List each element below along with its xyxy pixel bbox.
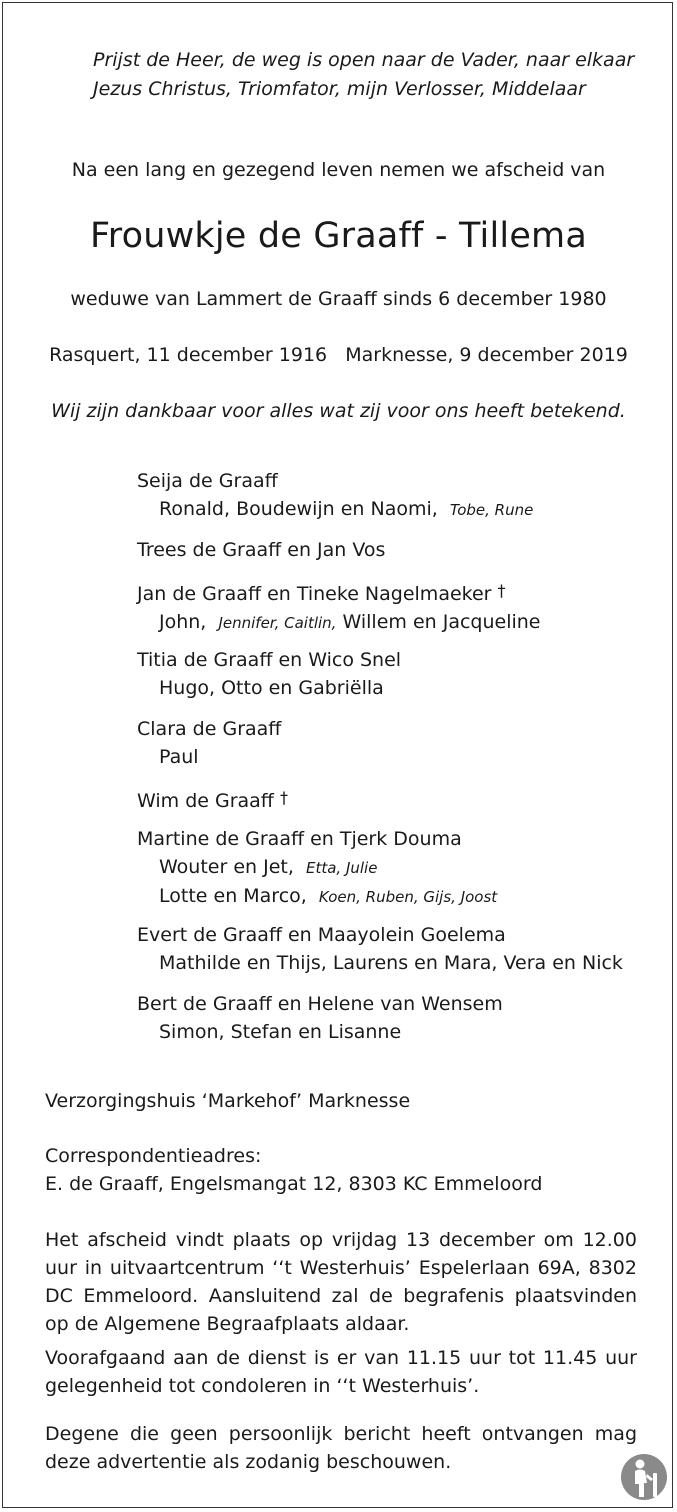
thanks-text: Wij zijn dankbaar voor alles wat zij voor ons heeft betekend. (51, 400, 626, 422)
family-evert (137, 921, 623, 977)
birth-place-date: Rasquert, 11 december 1916 (49, 344, 328, 366)
mourning-figure-icon (620, 1453, 668, 1501)
widow-line: weduwe van Lammert de Graaff sinds 6 december 1980 (70, 288, 607, 310)
family-member-name: Seija de Graaff (137, 470, 278, 492)
family-member-name: Titia de Graaff en Wico Snel (137, 649, 402, 671)
family-children: Mathilde en Thijs, Laurens en Mara, Vera en Nick (159, 952, 623, 974)
family-member-name: Clara de Graaff (137, 718, 282, 740)
family-clara (137, 715, 281, 771)
family-seija (137, 467, 533, 524)
grandchildren: Etta, Julie (305, 859, 378, 877)
family-member-name: Trees de Graaff en Jan Vos (137, 539, 386, 561)
correspondence-label: Correspondentieadres: (45, 1145, 262, 1167)
family-children: Ronald, Boudewijn en Naomi, Tobe, Rune (159, 498, 534, 520)
family-jan (137, 577, 541, 637)
family-children: Paul (159, 746, 199, 768)
family-children: Simon, Stefan en Lisanne (159, 1021, 402, 1043)
family-member-name: Wim de Graaff (137, 790, 274, 812)
cross-icon: † (279, 788, 288, 807)
family-member-name: Evert de Graaff en Maayolein Goelema (137, 924, 506, 946)
family-children: Lotte en Marco, Koen, Ruben, Gijs, Joost (159, 885, 498, 907)
care-home: Verzorgingshuis ‘Markehof’ Marknesse (45, 1090, 411, 1112)
family-member-name: Jan de Graaff en Tineke Nagelmaeker (137, 583, 492, 605)
condolence-paragraph: Voorafgaand aan de dienst is er van 11.15 uur tot 11.45 uur gelegenheid tot condoleren in ‘‘t Westerhuis’. (45, 1347, 637, 1397)
life-dates (3, 344, 674, 366)
grandchildren: Tobe, Rune (449, 501, 534, 519)
farewell-paragraph: Het afscheid vindt plaats op vrijdag 13 december om 12.00 uur in uitvaartcentrum ‘‘t Westerhuis’ Espelerlaan 69A, 8302 DC Emmeloord. Aansluitend zal de begrafenis plaatsvinden op de Algemene Begraafplaats aldaar. (45, 1229, 637, 1335)
family-titia (137, 646, 401, 702)
grandchildren: Koen, Ruben, Gijs, Joost (318, 888, 498, 906)
deceased-name: Frouwkje de Graaff - Tillema (89, 216, 588, 256)
family-children: Wouter en Jet, Etta, Julie (159, 856, 378, 878)
verse-line-1: Prijst de Heer, de weg is open naar de Vader, naar elkaar (93, 49, 635, 71)
family-children: John, Jennifer, Caitlin, Willem en Jacqueline (159, 611, 541, 633)
family-bert (137, 990, 503, 1046)
verse-line-2: Jezus Christus, Triomfator, mijn Verlosser, Middelaar (93, 78, 586, 100)
obituary-card (2, 2, 673, 1508)
correspondence-address: E. de Graaff, Engelsmangat 12, 8303 KC Emmeloord (45, 1173, 543, 1195)
death-place-date: Marknesse, 9 december 2019 (345, 344, 628, 366)
family-trees (137, 536, 385, 564)
family-member-name: Bert de Graaff en Helene van Wensem (137, 993, 503, 1015)
intro-text: Na een lang en gezegend leven nemen we afscheid van (71, 159, 606, 181)
family-children: Hugo, Otto en Gabriëlla (159, 677, 384, 699)
family-wim (137, 784, 288, 815)
family-member-name: Martine de Graaff en Tjerk Douma (137, 828, 462, 850)
notice-paragraph: Degene die geen persoonlijk bericht heeft ontvangen mag deze advertentie als zodanig beschouwen. (45, 1423, 637, 1473)
cross-icon: † (497, 581, 506, 600)
grandchildren: Jennifer, Caitlin, (218, 614, 337, 632)
family-martine (137, 825, 497, 911)
